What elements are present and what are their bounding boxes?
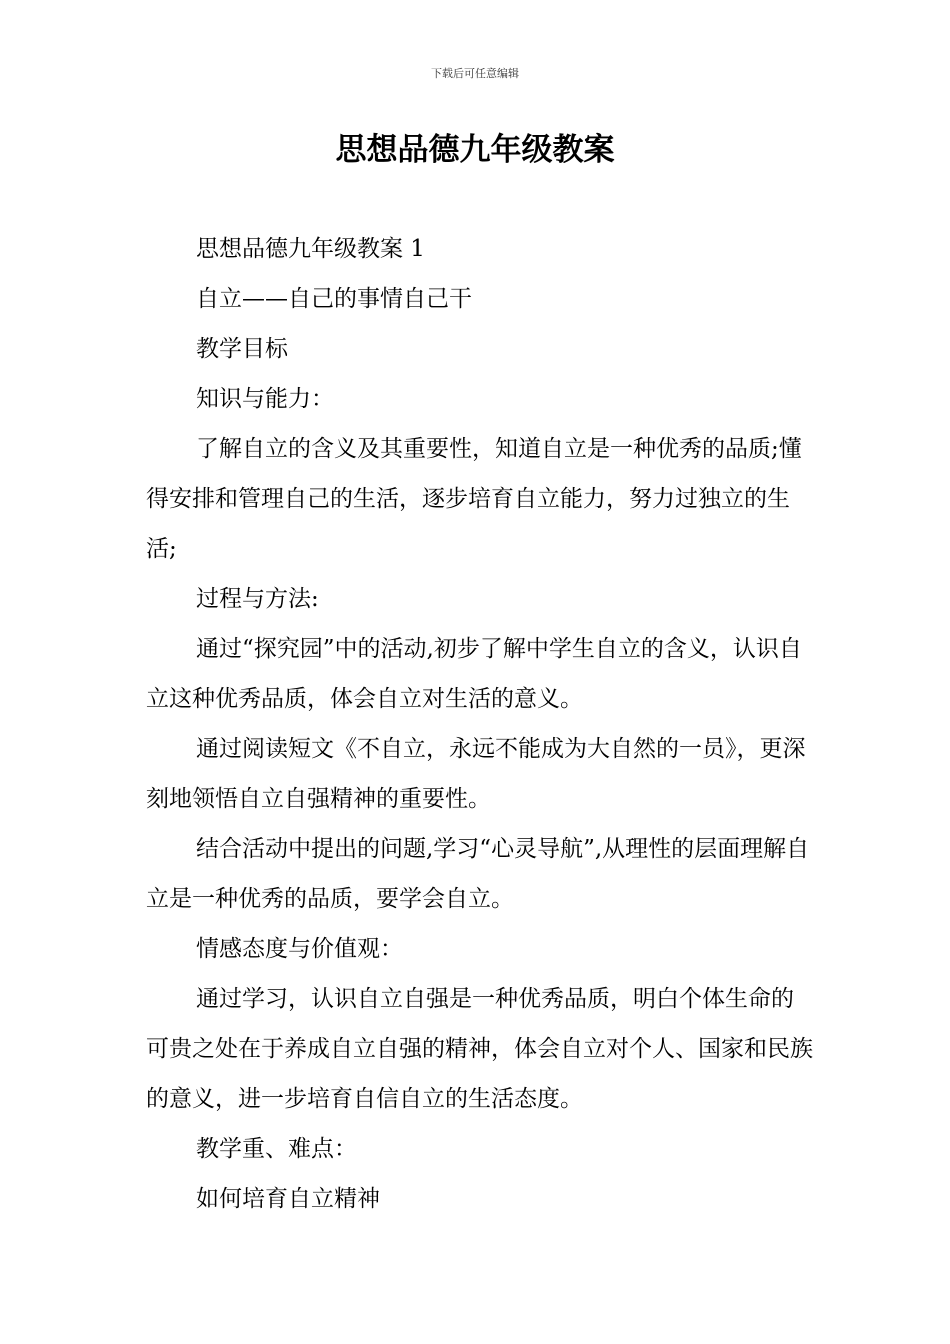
header-note: 下载后可任意编辑 [431,67,519,80]
paragraph-process-body-1: 通过“探究园”中的活动,初步了解中学生自立的含义，认识自立这种优秀品质，体会自立对生活的意义。 [146,636,802,712]
paragraph-values-body: 通过学习，认识自立自强是一种优秀品质，明白个体生命的可贵之处在于养成自立自强的精神，体会自立对个人、国家和民族的意义，进一步培育自信自立的生活态度。 [146,986,813,1112]
document-title: 思想品德九年级教案 [335,132,615,168]
paragraph-knowledge-heading: 知识与能力： [196,386,334,412]
paragraph-teaching-goals: 教学目标 [196,336,288,362]
paragraph-key-points-body: 如何培育自立精神 [196,1186,380,1212]
document-body [146,224,816,1224]
paragraph-values-heading: 情感态度与价值观： [196,936,403,962]
paragraph-process-heading: 过程与方法: [196,586,319,612]
paragraph-process-body-3: 结合活动中提出的问题,学习“心灵导航”,从理性的层面理解自立是一种优秀的品质，要学会自立。 [146,836,810,912]
paragraph-lesson-heading: 思想品德九年级教案 1 [196,236,425,262]
paragraph-knowledge-body: 了解自立的含义及其重要性，知道自立是一种优秀的品质;懂得安排和管理自己的生活，逐步培育自立能力，努力过独立的生活; [146,436,802,562]
paragraph-process-body-2: 通过阅读短文《不自立，永远不能成为大自然的一员》，更深刻地领悟自立自强精神的重要性。 [146,736,806,812]
paragraph-key-points-heading: 教学重、难点： [196,1136,357,1162]
paragraph-lesson-topic: 自立——自己的事情自己干 [196,286,472,312]
